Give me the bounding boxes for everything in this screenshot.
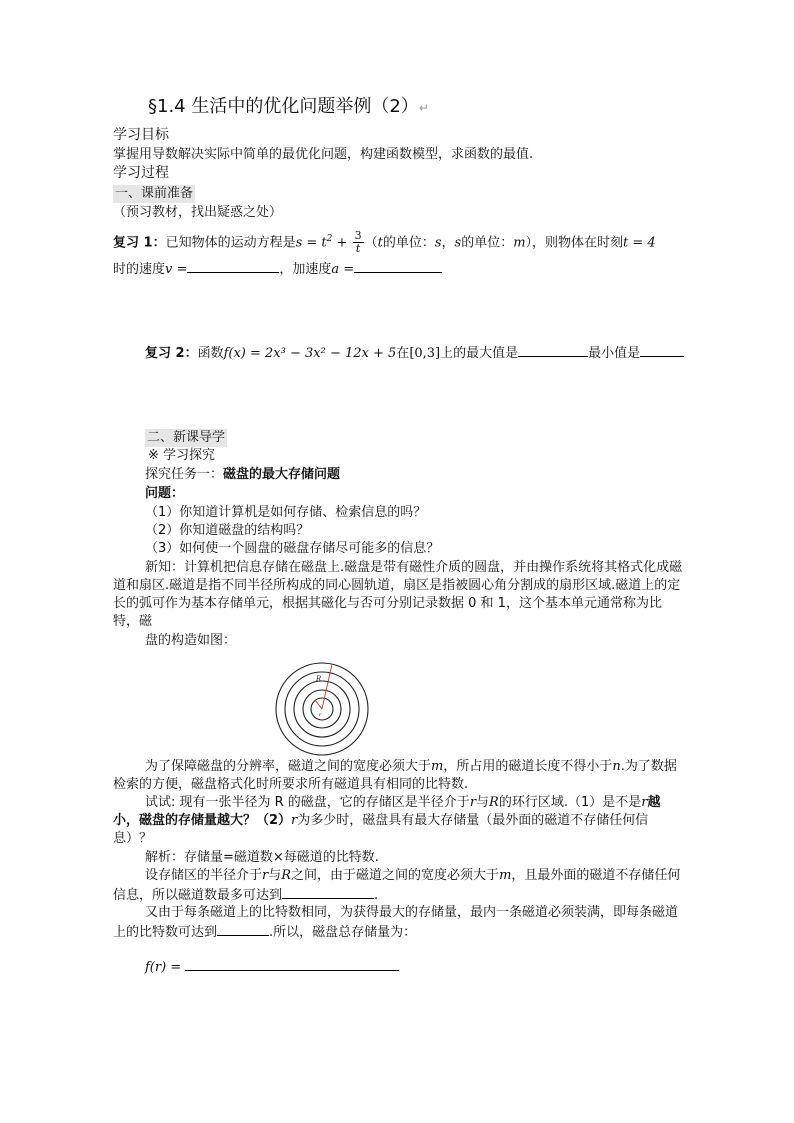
storage-formula-blank[interactable] — [185, 957, 399, 971]
set-r: r — [262, 868, 269, 883]
review1-unit-s2: s — [454, 235, 462, 251]
review1-line1 — [113, 222, 656, 260]
review1-frac-num: 3 — [354, 229, 362, 243]
resolution-m: m — [431, 759, 444, 774]
review1-text-e: 的单位： — [461, 235, 514, 251]
review1-unit-m: m — [513, 235, 526, 251]
question-label: 问题： — [145, 486, 185, 501]
trial-r1: r — [469, 795, 477, 810]
set-R: R — [281, 868, 292, 883]
title-text: §1.4 生活中的优化问题举例（2） — [148, 96, 419, 117]
resolution-b: ，所占用的磁道长度不得小于 — [443, 759, 613, 774]
review1-eq-lhs: s = t — [295, 235, 327, 251]
disk-label-r: r — [319, 712, 322, 718]
task-title: 磁盘的最大存储问题 — [223, 467, 341, 482]
trial-R1: R — [489, 795, 499, 810]
review1-unit-s1: s — [434, 235, 442, 251]
page-title — [148, 96, 429, 119]
question-1: （1）你知道计算机是如何存储、检索信息的吗？ — [145, 505, 427, 520]
set-b: 与 — [268, 868, 282, 883]
trial-r2: r — [641, 795, 648, 810]
resolution-paragraph — [113, 758, 683, 794]
review1-eq-sup: 2 — [326, 234, 333, 244]
review2-func: f(x) = 2x³ − 3x² − 12x + 5 — [223, 346, 397, 361]
trial-a: 试试: 现有一张半径为 R 的磁盘，它的存储区是半径介于 — [145, 795, 470, 810]
goal-heading: 学习目标 — [113, 127, 169, 143]
review1-time-eq: t = 4 — [623, 235, 656, 251]
resolution-n: n — [612, 759, 621, 774]
set-d: ，且最外面的磁道不存储任何信息，所以磁道数最多可达到 — [113, 868, 681, 903]
bits-per-track-blank[interactable] — [217, 922, 269, 936]
return-mark-icon: ↵ — [418, 101, 429, 115]
new-knowledge: 新知：计算机把信息存储在磁盘上.磁盘是带有磁性介质的圆盘，并由操作系统将其格式化成磁道和扇区.磁道是指不同半径所构成的同心圆轨道，扇区是指被圆心角分割成的扇形区域.磁道上的定长的弧可作为基本存储单元，根据其磁化与否可分别记录数据 0 和 1，这个基本单元通常称为比特，磁 — [113, 560, 683, 629]
min-value-blank[interactable] — [640, 343, 684, 357]
review2-line — [145, 343, 684, 363]
review1-frac-den: t — [355, 242, 361, 256]
bits-paragraph — [113, 904, 683, 942]
review1-text-c: 的单位： — [382, 235, 435, 251]
structure-text: 盘的构造如图： — [145, 633, 237, 648]
review1-line2-b: ，加速度 — [279, 262, 332, 277]
review2-text-b: 在 — [396, 346, 410, 361]
trial-e: 为多少时，磁盘具有最大存储量（最外面的磁道不存储任何信息）？ — [113, 813, 649, 846]
question-2: （2）你知道磁盘的结构吗？ — [145, 523, 310, 538]
review2-text-a: 函数 — [197, 346, 224, 361]
trial-r3: r — [291, 813, 298, 828]
velocity-blank[interactable] — [187, 259, 279, 273]
review1-fraction — [353, 230, 364, 255]
max-value-blank[interactable] — [518, 343, 588, 357]
acceleration-blank[interactable] — [354, 259, 442, 273]
review2-text-c: 上的最大值是 — [440, 346, 519, 361]
set-c: 之间，由于磁道之间的宽度必须大于 — [291, 868, 500, 883]
trial-b: 与 — [476, 795, 490, 810]
radius-r-line — [315, 700, 322, 709]
task-label: 探究任务一： — [145, 467, 224, 482]
review1-line2 — [113, 259, 442, 279]
review1-eq-plus: + — [332, 235, 352, 251]
review1-label: 复习 1： — [113, 235, 166, 251]
question-3: （3）如何使一个圆盘的磁盘存储尽可能多的信息？ — [145, 541, 440, 556]
review2-text-d: 最小值是 — [588, 346, 641, 361]
analysis-text: 解析：存储量=磁道数×每磁道的比特数. — [145, 850, 379, 865]
section2-sub: ※ 学习探究 — [148, 448, 216, 463]
set-m: m — [499, 868, 512, 883]
review1-text-a: 已知物体的运动方程是 — [165, 235, 296, 251]
review1-v-eq: v = — [165, 262, 188, 277]
review1-a-eq: a = — [331, 262, 355, 277]
review1-line2-a: 时的速度 — [113, 262, 166, 277]
disk-diagram — [264, 660, 380, 758]
set-a: 设存储区的半径介于 — [145, 868, 263, 883]
goal-text: 掌握用导数解决实际中简单的最优化问题，构建函数模型，求函数的最值. — [113, 147, 534, 162]
section2-heading: 二、新课导学 — [147, 430, 226, 445]
disk-label-R: R — [316, 675, 322, 683]
review2-label: 复习 2： — [145, 346, 198, 361]
storage-formula-line — [145, 957, 399, 977]
resolution-a: 为了保障磁盘的分辨率，磁道之间的宽度必须大于 — [145, 759, 432, 774]
review1-unit-t: t — [377, 235, 383, 251]
bits-b: .所以，磁盘总存储量为： — [269, 925, 417, 940]
section1-note: （预习教材，找出疑惑之处） — [113, 205, 283, 220]
review1-text-b: （ — [364, 235, 378, 251]
review1-text-d: ， — [441, 235, 455, 251]
task-line — [145, 466, 340, 484]
trial-c: 的环行区域.（1）是不是 — [498, 795, 642, 810]
track-count-blank[interactable] — [282, 885, 374, 899]
process-heading: 学习过程 — [113, 165, 169, 181]
bits-a: 又由于每条磁道上的比特数相同，为获得最大的存储量，最内一条磁道必须装满，即每条磁道上的比特数可达到 — [113, 905, 679, 940]
set-e: . — [374, 888, 379, 903]
set-paragraph — [113, 867, 683, 905]
review2-interval: [0,3] — [409, 346, 441, 361]
review1-text-f: ），则物体在时刻 — [525, 235, 624, 251]
section1-heading: 一、课前准备 — [115, 186, 194, 201]
resolution-c: .为了数据检索的方便，磁盘格式化时所要求所有磁道具有相同的比特数. — [113, 759, 677, 792]
storage-f-label: f(r) = — [145, 960, 182, 975]
trial-paragraph — [113, 794, 683, 848]
trial-d: 越小，磁盘的存储量越大？（2） — [113, 795, 661, 828]
